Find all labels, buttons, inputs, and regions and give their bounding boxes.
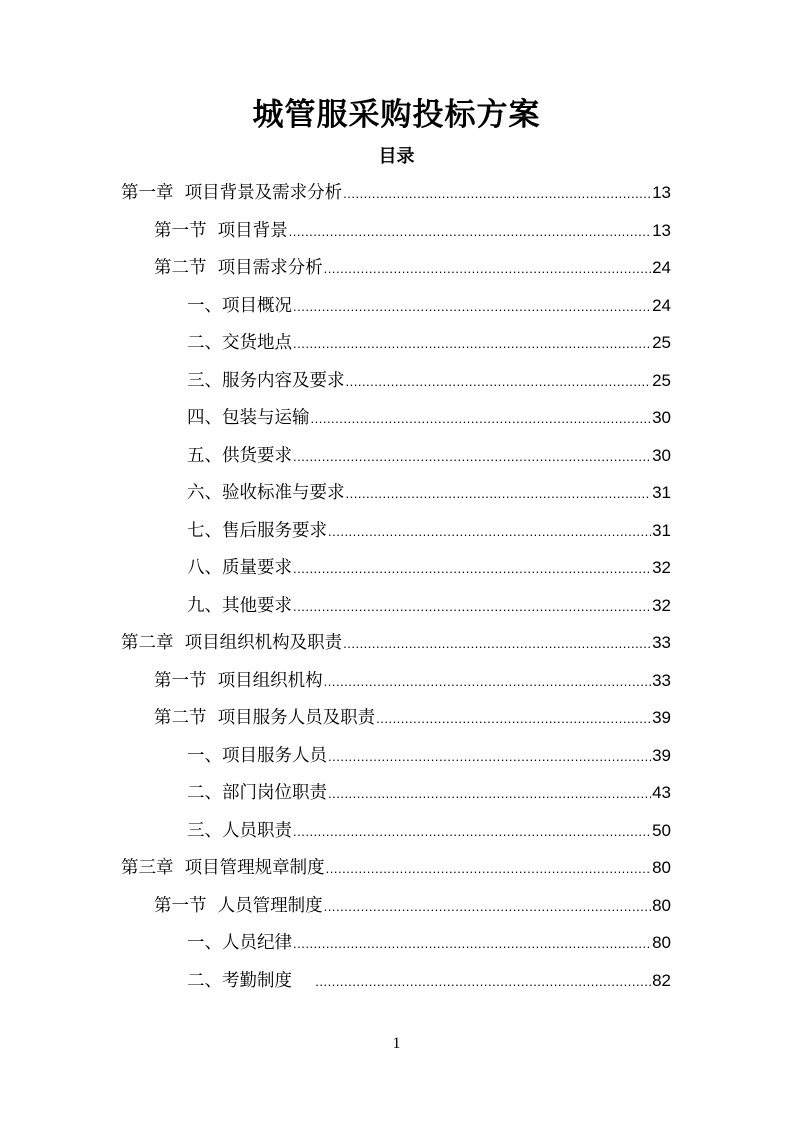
toc-dot-leader [315,965,651,999]
toc-dot-leader [328,777,651,811]
toc-entry[interactable] [187,364,671,398]
toc-entry-label: 第二章 项目组织机构及职责 [121,633,343,653]
toc-dot-leader [293,327,651,361]
toc-dot-leader [293,927,651,961]
toc-entry-page: 32 [652,595,671,615]
toc-dot-leader [293,440,651,474]
toc-entry-page: 80 [652,933,671,952]
toc-dot-leader [311,402,652,436]
toc-entry[interactable] [154,251,671,285]
toc-entry[interactable] [187,776,671,810]
toc-entry-label: 第二节 项目服务人员及职责 [154,708,376,728]
toc-entry-label: 第三章 项目管理规章制度 [121,858,325,878]
toc-dot-leader [328,740,651,774]
toc-entry-page: 30 [652,408,671,427]
toc-entry-page: 13 [652,183,671,202]
toc-dot-leader [343,177,651,211]
toc-entry-label: 四、包装与运输 [187,408,310,428]
document-title: 城管服采购投标方案 [252,97,541,133]
page-number: 1 [392,1035,401,1052]
toc-entry-label: 二、考勤制度 [187,970,315,991]
toc-entry-label: 六、验收标准与要求 [187,483,345,503]
toc-entry-label: 五、供货要求 [187,445,292,466]
toc-entry-page: 30 [652,445,671,465]
toc-entry-page: 80 [652,858,671,877]
toc-entry[interactable] [187,589,671,623]
toc-dot-leader [289,215,651,249]
toc-entry[interactable] [187,739,671,773]
toc-entry-page: 13 [652,220,671,240]
toc-entry-label: 一、人员纪律 [187,933,292,953]
toc-entry[interactable] [121,626,671,660]
toc-heading: 目录 [378,146,415,167]
toc-dot-leader [293,552,651,586]
toc-entry-label: 九、其他要求 [187,595,292,616]
toc-dot-leader [324,665,651,699]
toc-entry-label: 第一节 项目背景 [154,220,288,241]
toc-entry[interactable] [187,326,671,360]
toc-entry-label: 一、项目服务人员 [187,745,327,766]
toc-entry[interactable] [187,514,671,548]
toc-entry-page: 39 [652,745,671,765]
toc-entry-label: 三、服务内容及要求 [187,370,345,391]
toc-dot-leader [343,627,651,661]
toc-entry-label: 八、质量要求 [187,558,292,578]
toc-dot-leader [324,252,651,286]
toc-entry[interactable] [154,889,671,923]
toc-entry[interactable] [187,401,671,435]
toc-entry-page: 80 [652,895,671,915]
toc-entry-page: 24 [652,258,671,277]
toc-entry-page: 43 [652,783,671,802]
toc-entry[interactable] [154,214,671,248]
toc-entry-page: 24 [652,295,671,315]
toc-entry-label: 二、交货地点 [187,333,292,353]
toc-entry[interactable] [187,289,671,323]
toc-entry-label: 第一节 项目组织机构 [154,670,323,691]
toc-entry-label: 三、人员职责 [187,820,292,841]
toc-entry-page: 32 [652,558,671,577]
toc-entry-page: 39 [652,708,671,727]
toc-dot-leader [293,815,651,849]
toc-entry-page: 25 [652,370,671,390]
toc-entry[interactable] [187,964,671,998]
toc-dot-leader [346,365,652,399]
toc-entry-label: 第二节 项目需求分析 [154,258,323,278]
toc-entry-page: 82 [652,970,671,990]
toc-entry-label: 七、售后服务要求 [187,520,327,541]
toc-entry-page: 31 [652,520,671,540]
toc-entry[interactable] [187,476,671,510]
toc-entry-page: 50 [652,820,671,840]
toc-entry-label: 二、部门岗位职责 [187,783,327,803]
toc-entry[interactable] [121,851,671,885]
toc-entry[interactable] [187,551,671,585]
toc-dot-leader [376,702,651,736]
toc-entry-page: 25 [652,333,671,352]
toc-entry[interactable] [121,176,671,210]
toc-entry-label: 一、项目概况 [187,295,292,316]
toc-entry-label: 第一节 人员管理制度 [154,895,323,916]
toc-entry-page: 33 [652,633,671,652]
toc-entry[interactable] [187,814,671,848]
toc-dot-leader [328,515,651,549]
toc-entry-page: 31 [652,483,671,502]
toc-entry[interactable] [187,439,671,473]
toc-dot-leader [324,890,651,924]
toc-entry[interactable] [154,664,671,698]
toc-dot-leader [346,477,652,511]
toc-entry-page: 33 [652,670,671,690]
toc-entry[interactable] [187,926,671,960]
toc-entry[interactable] [154,701,671,735]
toc-dot-leader [293,290,651,324]
toc-dot-leader [293,590,651,624]
toc-entry-label: 第一章 项目背景及需求分析 [121,183,343,203]
toc-dot-leader [326,852,651,886]
